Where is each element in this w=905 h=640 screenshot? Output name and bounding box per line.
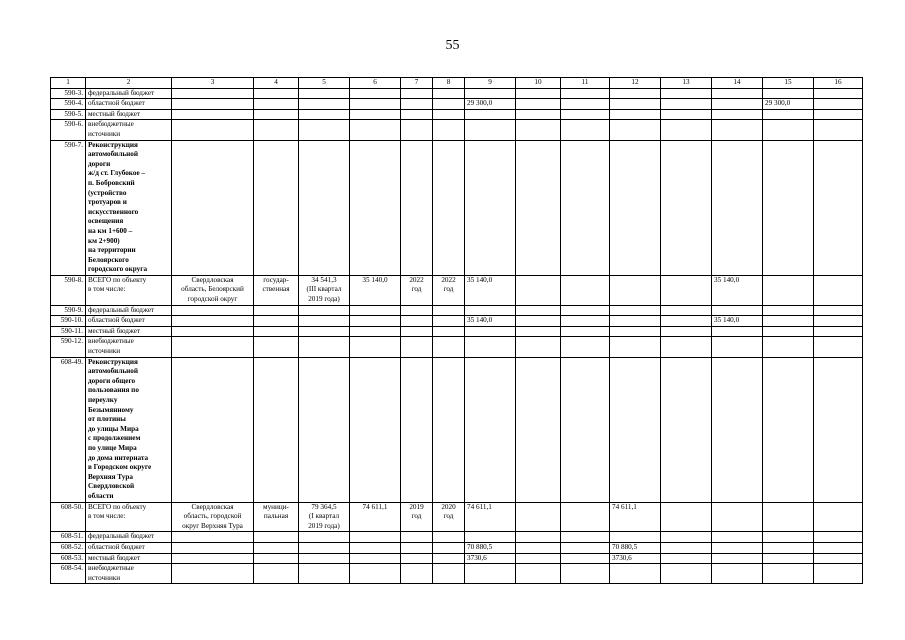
- row-number-cell: 590-4.: [51, 99, 86, 110]
- table-row: [51, 99, 863, 110]
- table-cell: [254, 120, 299, 140]
- column-number-2: 2: [86, 78, 172, 89]
- table-cell: [763, 88, 814, 99]
- table-row: [51, 502, 863, 532]
- table-cell: [763, 357, 814, 502]
- table-cell: 29 300,0: [763, 99, 814, 110]
- table-cell: [516, 532, 561, 543]
- table-cell: [401, 542, 433, 553]
- table-cell: [172, 553, 254, 564]
- table-cell: [763, 337, 814, 357]
- table-cell: [561, 99, 610, 110]
- table-cell: [516, 120, 561, 140]
- item-name-cell: местный бюджет: [86, 553, 172, 564]
- table-cell: 3730,6: [610, 553, 661, 564]
- table-cell: [465, 305, 516, 316]
- column-number-8: 8: [433, 78, 465, 89]
- table-cell: [763, 140, 814, 275]
- table-cell: 35 140,0: [350, 275, 401, 305]
- table-cell: [763, 305, 814, 316]
- table-cell: [763, 120, 814, 140]
- table-cell: [299, 532, 350, 543]
- table-cell: 2022 год: [433, 275, 465, 305]
- table-cell: [350, 88, 401, 99]
- item-name-cell: внебюджетные источники: [86, 337, 172, 357]
- row-number-cell: 608-54.: [51, 564, 86, 584]
- table-cell: [561, 553, 610, 564]
- table-cell: 3730,6: [465, 553, 516, 564]
- table-cell: [814, 553, 863, 564]
- item-name-cell: Реконструкция автомобильной дороги ж/д ст. Глубокое – п. Бобровский (устройство тротуаров и искусственного освещения на км 1+600 – км 2+900) на территории Белоярского городского округа: [86, 140, 172, 275]
- table-cell: [712, 88, 763, 99]
- table-cell: [433, 140, 465, 275]
- table-cell: [814, 564, 863, 584]
- column-number-7: 7: [401, 78, 433, 89]
- table-cell: [350, 109, 401, 120]
- row-number-cell: 608-50.: [51, 502, 86, 532]
- table-cell: [712, 305, 763, 316]
- table-cell: [712, 502, 763, 532]
- table-cell: [763, 502, 814, 532]
- table-cell: [299, 88, 350, 99]
- table-cell: [401, 316, 433, 327]
- column-number-6: 6: [350, 78, 401, 89]
- table-cell: [561, 564, 610, 584]
- table-cell: [712, 120, 763, 140]
- row-number-cell: 590-12.: [51, 337, 86, 357]
- item-name-cell: Реконструкция автомобильной дороги общего пользования по переулку Безымянному от плотины до улицы Мира с продолжением по улице Мира до дома интерната в Городском округе Верхняя Тура Свердловской области: [86, 357, 172, 502]
- item-name-cell: внебюджетные источники: [86, 120, 172, 140]
- table-cell: [561, 109, 610, 120]
- table-cell: [561, 305, 610, 316]
- item-name-cell: местный бюджет: [86, 109, 172, 120]
- table-cell: [350, 532, 401, 543]
- row-number-cell: 608-53.: [51, 553, 86, 564]
- table-cell: [433, 316, 465, 327]
- column-number-15: 15: [763, 78, 814, 89]
- table-cell: [814, 357, 863, 502]
- table-cell: [561, 316, 610, 327]
- table-cell: [254, 99, 299, 110]
- table-cell: [712, 564, 763, 584]
- table-cell: [401, 120, 433, 140]
- table-cell: [661, 275, 712, 305]
- row-number-cell: 590-3.: [51, 88, 86, 99]
- table-cell: [350, 337, 401, 357]
- table-cell: [814, 305, 863, 316]
- table-cell: [610, 275, 661, 305]
- column-number-row: [51, 78, 863, 89]
- table-cell: [516, 326, 561, 337]
- table-cell: [299, 357, 350, 502]
- table-cell: [254, 305, 299, 316]
- table-cell: [516, 316, 561, 327]
- table-cell: [172, 357, 254, 502]
- table-cell: 74 611,1: [350, 502, 401, 532]
- table-cell: [465, 357, 516, 502]
- column-number-10: 10: [516, 78, 561, 89]
- table-cell: 70 880,5: [610, 542, 661, 553]
- table-cell: [814, 502, 863, 532]
- table-cell: [516, 109, 561, 120]
- row-number-cell: 608-52.: [51, 542, 86, 553]
- table-cell: [712, 140, 763, 275]
- table-cell: [299, 564, 350, 584]
- table-cell: [814, 275, 863, 305]
- table-cell: [350, 316, 401, 327]
- item-name-cell: федеральный бюджет: [86, 532, 172, 543]
- table-cell: [299, 99, 350, 110]
- table-cell: [661, 305, 712, 316]
- table-cell: [661, 542, 712, 553]
- table-cell: [299, 109, 350, 120]
- column-number-9: 9: [465, 78, 516, 89]
- table-cell: [465, 140, 516, 275]
- table-cell: [254, 542, 299, 553]
- table-cell: [299, 326, 350, 337]
- table-cell: 35 140,0: [712, 275, 763, 305]
- table-cell: [814, 99, 863, 110]
- table-cell: [610, 357, 661, 502]
- table-cell: [299, 337, 350, 357]
- table-cell: муници- пальная: [254, 502, 299, 532]
- row-number-cell: 590-8.: [51, 275, 86, 305]
- page-number: 55: [445, 38, 460, 53]
- table-cell: [433, 109, 465, 120]
- table-cell: [350, 140, 401, 275]
- table-cell: [350, 120, 401, 140]
- table-cell: [433, 305, 465, 316]
- table-cell: [763, 532, 814, 543]
- table-cell: [610, 532, 661, 543]
- table-row: [51, 109, 863, 120]
- table-cell: [763, 316, 814, 327]
- table-cell: [254, 316, 299, 327]
- item-name-cell: внебюджетные источники: [86, 564, 172, 584]
- table-cell: [516, 542, 561, 553]
- item-name-cell: областной бюджет: [86, 542, 172, 553]
- column-number-1: 1: [51, 78, 86, 89]
- table-cell: [661, 316, 712, 327]
- table-cell: [254, 140, 299, 275]
- table-row: [51, 532, 863, 543]
- table-cell: [465, 326, 516, 337]
- item-name-cell: областной бюджет: [86, 99, 172, 110]
- table-cell: [712, 357, 763, 502]
- table-cell: [433, 99, 465, 110]
- table-cell: [433, 120, 465, 140]
- table-cell: 70 880,5: [465, 542, 516, 553]
- table-cell: [814, 326, 863, 337]
- table-cell: [661, 88, 712, 99]
- table-cell: [814, 140, 863, 275]
- item-name-cell: местный бюджет: [86, 326, 172, 337]
- table-cell: [401, 564, 433, 584]
- item-name-cell: федеральный бюджет: [86, 88, 172, 99]
- row-number-cell: 590-10.: [51, 316, 86, 327]
- item-name-cell: федеральный бюджет: [86, 305, 172, 316]
- table-cell: [561, 120, 610, 140]
- table-cell: [561, 140, 610, 275]
- row-number-cell: 590-11.: [51, 326, 86, 337]
- table-cell: [814, 120, 863, 140]
- table-cell: [254, 109, 299, 120]
- table-cell: [172, 99, 254, 110]
- column-number-5: 5: [299, 78, 350, 89]
- table-cell: [712, 326, 763, 337]
- table-cell: [172, 326, 254, 337]
- table-cell: [814, 88, 863, 99]
- item-name-cell: областной бюджет: [86, 316, 172, 327]
- table-cell: Свердловская область, городской округ Верхняя Тура: [172, 502, 254, 532]
- table-row: [51, 326, 863, 337]
- table-cell: [433, 532, 465, 543]
- table-cell: [350, 553, 401, 564]
- table-cell: [661, 553, 712, 564]
- item-name-cell: ВСЕГО по объекту в том числе:: [86, 502, 172, 532]
- table-cell: [610, 109, 661, 120]
- table-cell: [350, 542, 401, 553]
- table-cell: 29 300,0: [465, 99, 516, 110]
- table-cell: [172, 140, 254, 275]
- table-cell: [172, 109, 254, 120]
- table-cell: [433, 564, 465, 584]
- table-cell: [661, 564, 712, 584]
- table-cell: [610, 88, 661, 99]
- table-cell: [401, 88, 433, 99]
- column-number-16: 16: [814, 78, 863, 89]
- table-row: [51, 337, 863, 357]
- table-cell: 79 364,5 (I квартал 2019 года): [299, 502, 350, 532]
- table-cell: [433, 337, 465, 357]
- table-row: [51, 357, 863, 502]
- row-number-cell: 608-51.: [51, 532, 86, 543]
- table-cell: [299, 140, 350, 275]
- table-cell: [516, 99, 561, 110]
- table-cell: [401, 326, 433, 337]
- table-cell: [433, 542, 465, 553]
- table-cell: [763, 326, 814, 337]
- table-row: [51, 553, 863, 564]
- table-cell: [763, 542, 814, 553]
- table-cell: [661, 99, 712, 110]
- table-cell: 34 541,3 (III квартал 2019 года): [299, 275, 350, 305]
- table-cell: [401, 357, 433, 502]
- table-row: [51, 275, 863, 305]
- table-cell: [661, 532, 712, 543]
- table-cell: [712, 99, 763, 110]
- column-number-3: 3: [172, 78, 254, 89]
- table-cell: [561, 337, 610, 357]
- item-name-cell: ВСЕГО по объекту в том числе:: [86, 275, 172, 305]
- table-cell: [465, 564, 516, 584]
- table-cell: [561, 502, 610, 532]
- table-cell: [516, 275, 561, 305]
- table-cell: [516, 305, 561, 316]
- table-cell: [661, 120, 712, 140]
- table-cell: [465, 109, 516, 120]
- table-cell: [172, 337, 254, 357]
- table-cell: [350, 99, 401, 110]
- table-cell: [661, 109, 712, 120]
- table-body: [51, 78, 863, 584]
- table-row: [51, 88, 863, 99]
- table-cell: 2019 год: [401, 502, 433, 532]
- table-cell: [254, 337, 299, 357]
- table-cell: [814, 109, 863, 120]
- table-cell: [172, 564, 254, 584]
- table-cell: [814, 337, 863, 357]
- table-cell: [661, 502, 712, 532]
- table-cell: 35 140,0: [712, 316, 763, 327]
- table-cell: [254, 564, 299, 584]
- table-cell: [401, 140, 433, 275]
- table-cell: [814, 316, 863, 327]
- table-cell: [610, 305, 661, 316]
- table-cell: [172, 542, 254, 553]
- table-cell: [350, 326, 401, 337]
- table-cell: [401, 109, 433, 120]
- table-cell: [433, 326, 465, 337]
- table-cell: [172, 532, 254, 543]
- table-cell: [299, 553, 350, 564]
- table-row: [51, 542, 863, 553]
- table-cell: 74 611,1: [465, 502, 516, 532]
- column-number-13: 13: [661, 78, 712, 89]
- row-number-cell: 590-9.: [51, 305, 86, 316]
- table-cell: [254, 326, 299, 337]
- table-cell: государ- ственная: [254, 275, 299, 305]
- table-cell: [712, 109, 763, 120]
- table-row: [51, 305, 863, 316]
- table-cell: [763, 109, 814, 120]
- row-number-cell: 608-49.: [51, 357, 86, 502]
- table-cell: [299, 120, 350, 140]
- table-cell: [299, 316, 350, 327]
- table-cell: [814, 542, 863, 553]
- table-cell: [172, 88, 254, 99]
- table-row: [51, 564, 863, 584]
- table-cell: [172, 120, 254, 140]
- table-cell: [516, 564, 561, 584]
- table-cell: [516, 502, 561, 532]
- table-cell: [561, 88, 610, 99]
- table-cell: [172, 305, 254, 316]
- table-cell: [561, 326, 610, 337]
- table-cell: [172, 316, 254, 327]
- table-cell: 35 140,0: [465, 316, 516, 327]
- table-cell: [561, 542, 610, 553]
- table-cell: [561, 275, 610, 305]
- column-number-12: 12: [610, 78, 661, 89]
- table-cell: [401, 305, 433, 316]
- table-cell: [712, 337, 763, 357]
- table-cell: [516, 140, 561, 275]
- table-cell: [561, 357, 610, 502]
- table-cell: [814, 532, 863, 543]
- table-cell: [712, 553, 763, 564]
- table-cell: [610, 564, 661, 584]
- table-cell: [763, 275, 814, 305]
- table-cell: [254, 357, 299, 502]
- row-number-cell: 590-5.: [51, 109, 86, 120]
- table-cell: 2020 год: [433, 502, 465, 532]
- table-cell: [433, 88, 465, 99]
- table-cell: 35 140,0: [465, 275, 516, 305]
- table-cell: [610, 316, 661, 327]
- table-cell: [254, 553, 299, 564]
- table-cell: [299, 542, 350, 553]
- table-cell: [763, 564, 814, 584]
- table-cell: [465, 532, 516, 543]
- table-cell: [712, 532, 763, 543]
- table-cell: [712, 542, 763, 553]
- table-cell: [350, 564, 401, 584]
- row-number-cell: 590-7.: [51, 140, 86, 275]
- column-number-14: 14: [712, 78, 763, 89]
- column-number-11: 11: [561, 78, 610, 89]
- table-cell: [516, 553, 561, 564]
- table-cell: [465, 88, 516, 99]
- table-cell: [516, 357, 561, 502]
- table-cell: [610, 337, 661, 357]
- table-cell: [433, 357, 465, 502]
- table-cell: [610, 326, 661, 337]
- table-cell: [433, 553, 465, 564]
- table-cell: [254, 88, 299, 99]
- table-cell: [299, 305, 350, 316]
- table-cell: [661, 357, 712, 502]
- budget-table: [50, 77, 863, 584]
- column-number-4: 4: [254, 78, 299, 89]
- table-cell: [401, 337, 433, 357]
- table-cell: [516, 337, 561, 357]
- table-cell: [661, 140, 712, 275]
- table-cell: [465, 120, 516, 140]
- table-cell: 74 611,1: [610, 502, 661, 532]
- table-cell: [254, 532, 299, 543]
- table-row: [51, 140, 863, 275]
- table-cell: [561, 532, 610, 543]
- table-cell: [661, 337, 712, 357]
- table-cell: [516, 88, 561, 99]
- table-cell: [661, 326, 712, 337]
- table-cell: [763, 553, 814, 564]
- table-cell: [610, 99, 661, 110]
- table-cell: [610, 140, 661, 275]
- table-cell: [401, 99, 433, 110]
- row-number-cell: 590-6.: [51, 120, 86, 140]
- table-cell: [610, 120, 661, 140]
- table-cell: [401, 553, 433, 564]
- table-row: [51, 316, 863, 327]
- table-row: [51, 120, 863, 140]
- table-cell: 2022 год: [401, 275, 433, 305]
- table-cell: Свердловская область, Белоярский городской округ: [172, 275, 254, 305]
- table-cell: [350, 305, 401, 316]
- table-cell: [465, 337, 516, 357]
- table-cell: [350, 357, 401, 502]
- table-cell: [401, 532, 433, 543]
